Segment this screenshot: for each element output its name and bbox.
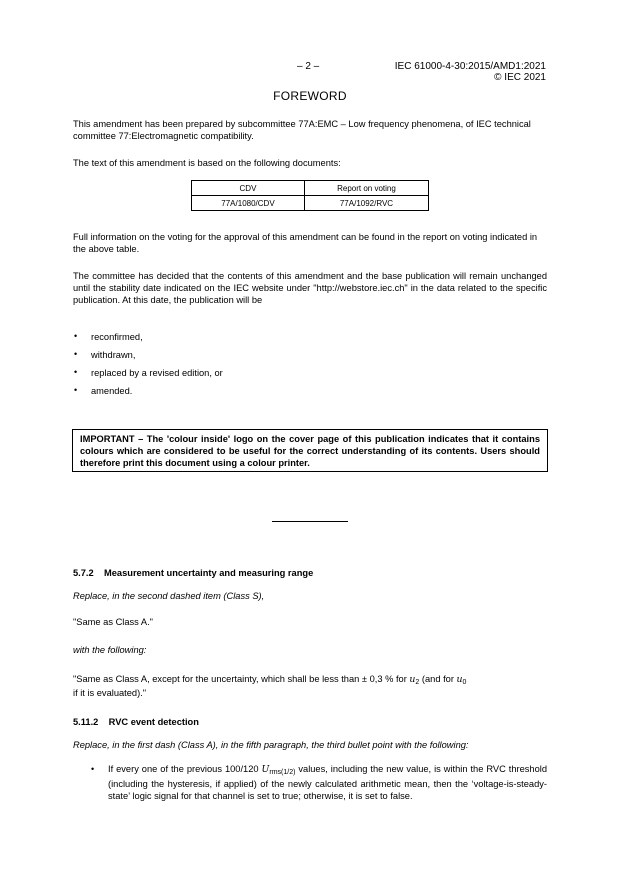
voting-info: Full information on the voting for the approval of this amendment can be found in the report on voting indicated in the above table. — [73, 232, 538, 254]
foreword-intro: This amendment has been prepared by subcommittee 77A:EMC – Low frequency phenomena, of IEC technical committee 77:Electromagnetic compatibility. — [73, 119, 531, 141]
rvc-bullet-text — [108, 764, 547, 802]
table-header-cell: CDV — [192, 181, 305, 196]
instruction-text: Replace, in the first dash (Class A), in the fifth paragraph, the third bullet point with the following: — [73, 740, 469, 750]
list-item: withdrawn, — [91, 350, 136, 360]
instruction-text: Replace, in the second dashed item (Class S), — [73, 591, 265, 601]
list-item: reconfirmed, — [91, 332, 143, 342]
new-text-part: "Same as Class A, except for the uncertainty, which shall be less than — [73, 674, 362, 684]
table-row — [192, 196, 429, 211]
U-symbol: U — [261, 764, 270, 775]
and-for-text: (and for — [419, 674, 457, 684]
table-cell: 77A/1092/RVC — [304, 196, 428, 211]
section-heading-5-11-2: 5.11.2 RVC event detection — [73, 717, 199, 727]
important-notice: IMPORTANT – The 'colour inside' logo on the cover page of this publication indicates that it contains colours which are considered to be useful for the correct understanding of its contents. Users should therefore print this document using a colour printer. — [72, 429, 548, 472]
divider — [272, 521, 348, 522]
bullet-dot: • — [74, 331, 78, 341]
u2-subscript: 2 — [415, 679, 420, 686]
table-cell: 77A/1080/CDV — [192, 196, 305, 211]
list-item: amended. — [91, 386, 133, 396]
u-symbol: u — [409, 674, 416, 685]
urms-subscript: rms(1/2) — [269, 769, 296, 776]
plus-minus-value: ± 0,3 % for — [361, 674, 410, 684]
u0-subscript: 0 — [462, 679, 467, 686]
rvc-text-part: values, including the new value, is within the RVC threshold (including the hysteresis, if applied) of the newly calculated arithmetic mean, then the ‘voltage-is-steady-state’ logic signal for that channel is set to true; otherwise, it is set to false. — [108, 764, 548, 801]
stability-text: The committee has decided that the contents of this amendment and the base publication will remain unchanged until the stability date indicated on the IEC website under "http://webstore.iec.ch" in the data related to the specific publication. At this date, the publication will be — [73, 271, 547, 305]
with-following-text: with the following: — [73, 645, 147, 655]
rvc-text-part: If every one of the previous 100/120 — [108, 764, 262, 774]
foreword-title: FOREWORD — [273, 89, 347, 103]
page-number: – 2 – — [297, 61, 320, 72]
old-text: "Same as Class A." — [73, 617, 153, 627]
voting-documents-table — [191, 180, 429, 211]
bullet-dot: • — [74, 367, 78, 377]
table-header-cell: Report on voting — [304, 181, 428, 196]
bullet-dot: • — [74, 349, 78, 359]
bullet-dot: • — [91, 764, 95, 774]
document-id: IEC 61000-4-30:2015/AMD1:2021 — [394, 61, 546, 72]
copyright: © IEC 2021 — [494, 72, 546, 83]
u-symbol: u — [456, 674, 463, 685]
table-header-row — [192, 181, 429, 196]
bullet-dot: • — [74, 385, 78, 395]
new-text-end: if it is evaluated)." — [73, 688, 147, 698]
section-heading-5-7-2: 5.7.2 Measurement uncertainty and measuring range — [73, 568, 314, 578]
new-text — [73, 674, 547, 689]
based-on-text: The text of this amendment is based on the following documents: — [73, 158, 341, 168]
list-item: replaced by a revised edition, or — [91, 368, 223, 378]
